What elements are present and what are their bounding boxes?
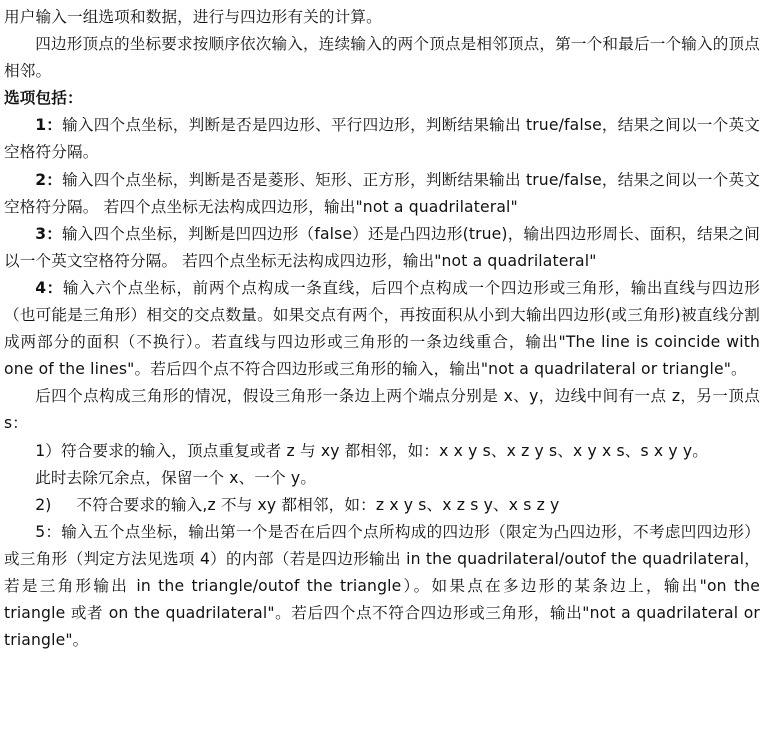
sub-item-1-text: 符合要求的输入，顶点重复或者 z 与 xy 都相邻，如：x x y s、x z y s、x y x s、s x y y。: [61, 441, 709, 460]
sub-item-1-note: [4, 465, 760, 492]
options-heading: 选项包括：: [4, 89, 83, 108]
option-4-number: 4：: [35, 278, 63, 297]
option-3-paragraph: [4, 221, 760, 275]
sub-item-1-number: 1）: [35, 441, 62, 460]
option-1-paragraph: [4, 112, 760, 166]
option-2-paragraph: [4, 167, 760, 221]
triangle-case-paragraph: 后四个点构成三角形的情况，假设三角形一条边上两个端点分别是 x、y，边线中间有一点 z，另一顶点 s：: [4, 387, 760, 433]
vertex-order-paragraph: 四边形顶点的坐标要求按顺序依次输入，连续输入的两个顶点是相邻顶点，第一个和最后一个输入的顶点相邻。: [4, 35, 760, 81]
option-2-text: 输入四个点坐标，判断是否是菱形、矩形、正方形，判断结果输出 true/false，结果之间以一个英文空格符分隔。 若四个点坐标无法构成四边形，输出"not a quadrilateral": [4, 170, 761, 216]
option-5-text: 输入五个点坐标，输出第一个是否在后四个点所构成的四边形（限定为凸四边形，不考虑凹四边形）或三角形（判定方法见选项 4）的内部（若是四边形输出 in the quadrilateral/outof the quadrilateral，若是三角形输出 in the triangle/outof the triangle）。如果点在多边形的某条边上，输出"on the triangle 或者 on the quadrilateral"。若后四个点不符合四边形或三角形，输出"not a quadrilateral or triangle"。: [4, 522, 760, 650]
sub-item-1-note-text: 此时去除冗余点，保留一个 x、一个 y。: [35, 468, 317, 487]
option-1-number: 1：: [35, 116, 63, 135]
option-3-text: 输入四个点坐标，判断是凹四边形（false）还是凸四边形(true)，输出四边形周长、面积，结果之间以一个英文空格符分隔。 若四个点坐标无法构成四边形，输出"not a quadrilateral": [4, 224, 760, 270]
option-5-number: 5：: [35, 522, 62, 541]
option-3-number: 3：: [35, 224, 62, 243]
sub-item-1: [4, 438, 760, 465]
intro-paragraph: 用户输入一组选项和数据，进行与四边形有关的计算。: [4, 8, 382, 26]
option-2-number: 2：: [35, 170, 63, 189]
sub-item-2-number: 2): [35, 495, 52, 514]
option-4-text: 输入六个点坐标，前两个点构成一条直线，后四个点构成一个四边形或三角形，输出直线与四边形（也可能是三角形）相交的交点数量。如果交点有两个，再按面积从小到大输出四边形(或三角形)被直线分割成两部分的面积（不换行）。若直线与四边形或三角形的一条边线重合，输出"The line is coincide with one of the lines"。若后四个点不符合四边形或三角形的输入，输出"not a quadrilateral or triangle"。: [4, 278, 760, 379]
option-5-paragraph: [4, 519, 760, 654]
sub-item-2-text: 不符合要求的输入,z 不与 xy 都相邻，如：z x y s、x z s y、x s z y: [76, 495, 560, 514]
option-4-paragraph: [4, 275, 760, 383]
sub-item-2: [4, 492, 760, 519]
option-1-text: 输入四个点坐标，判断是否是四边形、平行四边形，判断结果输出 true/false，结果之间以一个英文空格符分隔。: [4, 116, 761, 162]
